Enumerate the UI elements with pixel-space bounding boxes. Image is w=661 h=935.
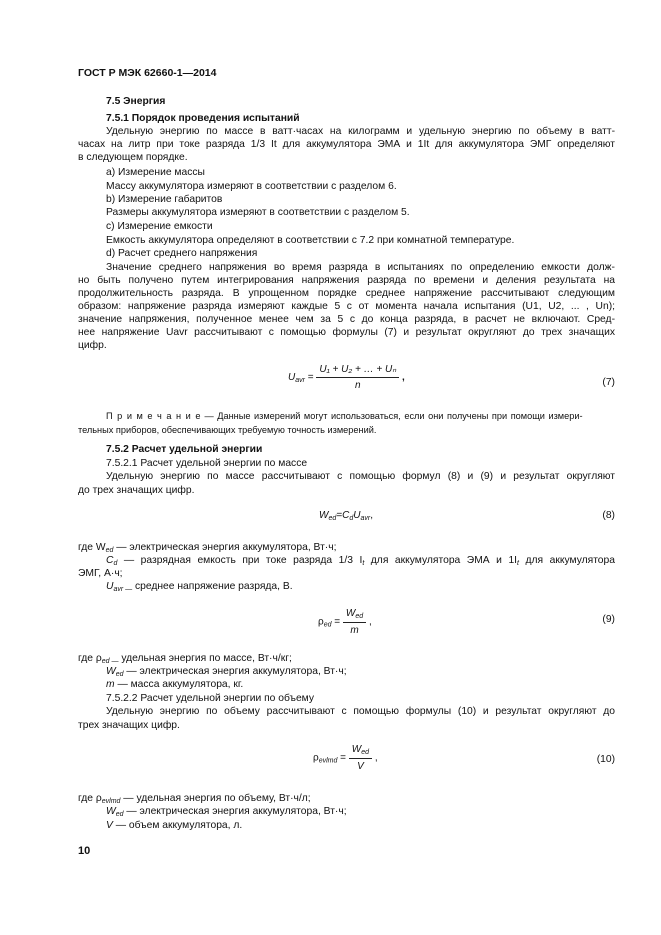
formula-9: $\rho_{ed}$ = $\frac{W_{ed}}{m}$ ,: [318, 608, 372, 636]
page-content: [78, 0, 615, 935]
definition-line: ЭМГ, А·ч;: [78, 568, 123, 579]
subsection-title-7-5-2: 7.5.2 Расчет удельной энергии: [106, 444, 263, 455]
fraction: $\frac{W_{ed}}{V}$: [349, 744, 372, 772]
equation-number-10: (10): [596, 754, 615, 765]
formula-7: $U_{avr}$ = $\frac{\text{U₁ + U₂ + … + Uₙ}}{n}$ ,: [288, 364, 405, 391]
definition-line: $W_{ed}$ — электрическая энергия аккумулятора, Вт·ч;: [106, 666, 347, 678]
equation-number-9: (9): [602, 614, 615, 625]
list-item-text: Размеры аккумулятора измеряют в соответствии с разделом 5.: [106, 207, 410, 218]
fraction: $\frac{\text{U₁ + U₂ + … + Uₙ}}{n}$: [316, 364, 399, 391]
note-line: тельных приборов, обеспечивающих требуемую точность измерений.: [78, 425, 377, 435]
note-label: П р и м е ч а н и е: [106, 411, 201, 421]
paragraph-line: нее напряжение Uavr рассчитывают с помощью формулы (7) и результат округляют до трех значащих: [78, 327, 615, 338]
note-line: П р и м е ч а н и е — Данные измерений могут использоваться, если они получены при помощи измери-: [106, 411, 583, 421]
definition-line: где $\rho_{evlmd}$ — удельная энергия по объему, Вт·ч/л;: [78, 793, 311, 805]
equation-number-7: (7): [602, 377, 615, 388]
definition-line: V — объем аккумулятора, л.: [106, 820, 243, 831]
paragraph-line: до трех значащих цифр.: [78, 485, 195, 496]
paragraph-line: значение напряжения, полученное менее чем за 5 с до конца разряда, в расчет не включают. Сред-: [78, 314, 615, 325]
paragraph-line: продолжительность разряда. В упрощенном порядке среднее напряжение рассчитывают следующим: [78, 288, 615, 299]
subsection-title-7-5-1: 7.5.1 Порядок проведения испытаний: [106, 113, 300, 124]
paragraph-line: образом: напряжение разряда измеряют каждые 5 с от момента начала испытания (U1, U2, ... , Un);: [78, 301, 615, 312]
formula-8: $W_{ed}=C_dU_{avr}$,: [319, 510, 373, 522]
formula-10: $\rho_{evlmd}$ = $\frac{W_{ed}}{V}$ ,: [313, 744, 378, 772]
list-item-a: а) Измерение массы: [106, 167, 205, 178]
paragraph-line: трех значащих цифр.: [78, 720, 180, 731]
equation-number-8: (8): [602, 510, 615, 521]
document-header: ГОСТ Р МЭК 62660-1—2014: [78, 67, 217, 79]
subsubsection-title: 7.5.2.2 Расчет удельной энергии по объему: [106, 693, 315, 704]
paragraph-line: Удельную энергию по массе в ватт·часах на килограмм и удельную энергию по объему в ватт-: [106, 126, 615, 137]
definition-line: где $W_{ed}$ — электрическая энергия аккумулятора, Вт·ч;: [78, 542, 337, 554]
subsubsection-title: 7.5.2.1 Расчет удельной энергии по массе: [106, 458, 308, 469]
definition-line: $U_{avr —}$ среднее напряжение разряда, В.: [106, 581, 293, 593]
list-item-d: d) Расчет среднего напряжения: [106, 248, 258, 259]
definition-line: $W_{ed}$ — электрическая энергия аккумулятора, Вт·ч;: [106, 806, 347, 818]
paragraph-line: Удельную энергию по массе рассчитывают с помощью формул (8) и (9) и результат округляют: [106, 471, 615, 482]
fraction: $\frac{W_{ed}}{m}$: [343, 608, 366, 636]
paragraph-line: но быть получено путем интегрирования напряжения разряда по времени и деления результата на: [78, 275, 615, 286]
list-item-b: b) Измерение габаритов: [106, 194, 223, 205]
definition-line: m — масса аккумулятора, кг.: [106, 679, 244, 690]
paragraph-line: часах на литр при токе разряда 1/3 It для аккумулятора ЭМА и 1It для аккумулятора ЭМГ определяют: [78, 139, 615, 150]
list-item-text: Емкость аккумулятора определяют в соответствии с 7.2 при комнатной температуре.: [106, 235, 515, 246]
definition-line: $C_d$ — разрядная емкость при токе разряда 1/3 $I_t$ для аккумулятора ЭМА и $1I_t$ для аккумулятора: [106, 555, 615, 567]
definition-line: где $\rho_{ed —}$ удельная энергия по массе, Вт·ч/кг;: [78, 653, 292, 665]
list-item-c: c) Измерение емкости: [106, 221, 213, 232]
list-item-text: Массу аккумулятора измеряют в соответствии с разделом 6.: [106, 181, 397, 192]
paragraph-line: Значение среднего напряжения во время разряда в испытаниях по определению емкости долж-: [106, 262, 615, 273]
paragraph-line: Удельную энергию по объему рассчитывают с помощью формулы (10) и результат округляют до: [106, 706, 615, 717]
paragraph-line: цифр.: [78, 340, 107, 351]
section-title: 7.5 Энергия: [106, 96, 166, 107]
paragraph-line: в следующем порядке.: [78, 152, 188, 163]
page-number: 10: [78, 845, 91, 857]
